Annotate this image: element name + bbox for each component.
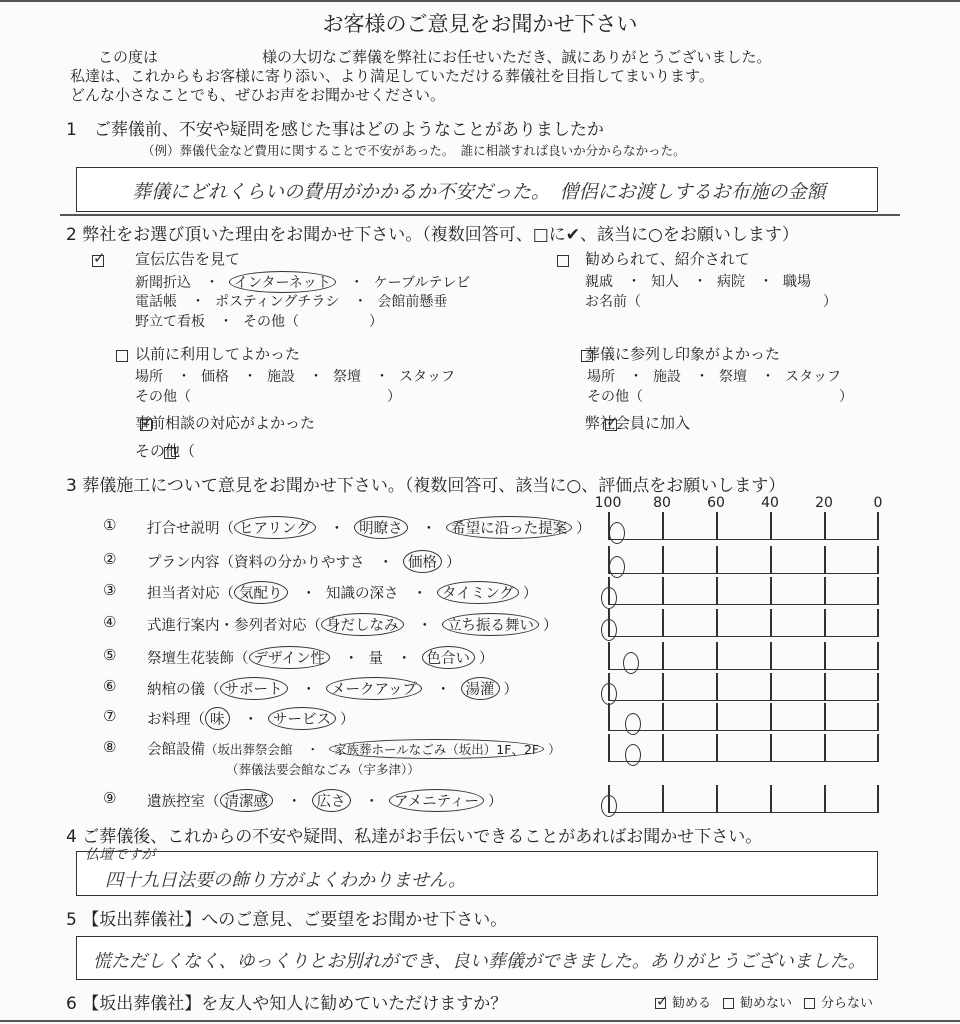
checkbox[interactable] (116, 350, 128, 362)
option[interactable]: 立ち振る舞い (442, 613, 539, 636)
rating-tick (877, 546, 879, 574)
rating-item (147, 581, 537, 604)
rating-tick (716, 703, 718, 731)
q2-option-label: 弊社会員に加入 (585, 414, 691, 432)
option[interactable]: ポスティングチラシ (215, 294, 340, 310)
rating-tick (824, 642, 826, 670)
item-options: （ デザイン性 ・ 量 ・ 色合い ） (234, 651, 494, 667)
rating-mark (625, 713, 641, 735)
checkbox[interactable] (557, 255, 569, 267)
rating-tick (877, 512, 879, 540)
separator-dot: ・ (759, 274, 773, 290)
option[interactable]: 坂出葬祭会館 (217, 742, 293, 757)
scale-label: 80 (653, 495, 671, 511)
rating-tick (662, 734, 664, 762)
rating-tick (716, 609, 718, 637)
item-label: 会館設備 (147, 742, 205, 758)
option[interactable]: 知人 (651, 274, 679, 290)
scale-label: 0 (873, 495, 883, 511)
item-number: ⑦ (103, 707, 117, 725)
rating-tick (662, 546, 664, 574)
item-options: （ 清潔感 ・ 広さ ・ アメニティー ） (205, 794, 502, 810)
rating-mark (623, 652, 639, 674)
rating-mark (601, 587, 617, 609)
rating-bar[interactable] (608, 703, 878, 731)
rating-bar[interactable] (608, 609, 878, 637)
q1-answer-box[interactable] (76, 167, 878, 212)
option[interactable]: 広さ (312, 789, 351, 812)
option[interactable]: タイミング (437, 581, 519, 604)
separator-dot: ・ (329, 521, 345, 537)
rating-tick (662, 703, 664, 731)
option[interactable]: サポート (220, 677, 288, 700)
rating-tick (824, 546, 826, 574)
intro-line-2: 私達は、これからもお客様に寄り添い、より満足していただける葬儀社を目指してまいります。 (70, 67, 714, 85)
separator-dot: ・ (309, 369, 323, 385)
q2-sub-options (135, 366, 459, 386)
q2-sub-options (585, 291, 841, 311)
q5-label: 5 【坂出葬儀社】へのご意見、ご要望をお聞かせ下さい。 (66, 910, 508, 930)
option[interactable]: 病院 (717, 274, 745, 290)
rating-bar[interactable] (608, 512, 878, 540)
rating-mark (601, 683, 617, 705)
rating-mark (625, 744, 641, 766)
q2-sub-options (135, 291, 451, 311)
separator-dot: ・ (219, 314, 233, 330)
q2-option-label: 葬儀に参列し印象がよかった (585, 345, 781, 363)
rating-tick (770, 734, 772, 762)
rating-item (147, 613, 558, 636)
option[interactable]: 場所 (587, 369, 615, 385)
option[interactable]: 量 (368, 651, 383, 667)
rating-tick (824, 703, 826, 731)
rating-tick (877, 609, 879, 637)
rating-bar[interactable] (608, 673, 878, 701)
rating-tick (716, 642, 718, 670)
separator-dot: ・ (287, 794, 302, 810)
rating-tick (824, 673, 826, 701)
item-options: （ サポート ・ メークアップ ・ 湯灌 ） (205, 682, 518, 698)
separator-dot: ・ (349, 275, 364, 291)
rating-bar[interactable] (608, 577, 878, 605)
rating-tick (662, 512, 664, 540)
recommend-option-label: 勧めない (740, 996, 793, 1011)
scan-border-bottom (0, 1020, 960, 1022)
separator-dot: ・ (243, 712, 258, 728)
rating-tick (877, 673, 879, 701)
q2-sub-options (135, 311, 387, 331)
option[interactable]: 味 (205, 707, 230, 730)
intro-line-1a: この度は (98, 48, 159, 66)
option[interactable]: 色合い (422, 646, 476, 669)
rating-tick (608, 642, 610, 670)
item-label: お料理 (147, 712, 191, 728)
divider (60, 214, 900, 216)
option[interactable]: 価格 (201, 369, 229, 385)
checkbox[interactable] (92, 255, 104, 267)
option[interactable]: 場所 (135, 369, 163, 385)
rating-bar[interactable] (608, 642, 878, 670)
option[interactable]: 価格 (403, 550, 442, 573)
rating-tick (608, 703, 610, 731)
option[interactable]: ケーブルテレビ (373, 275, 471, 291)
option[interactable]: 祭壇 (719, 369, 747, 385)
separator-dot: ・ (243, 369, 257, 385)
item-label: 式進行案内・参列者対応 (147, 618, 307, 634)
item-options: （資料の分かりやすさ ・ 価格 ） (220, 555, 461, 571)
rating-tick (770, 577, 772, 605)
q6-options (655, 992, 885, 1011)
item-options: （ 気配り ・ 知識の深さ ・ タイミング ） (220, 586, 538, 602)
option[interactable]: スタッフ (399, 369, 455, 385)
separator-dot: ・ (205, 275, 219, 291)
option[interactable]: 電話帳 (135, 294, 177, 310)
intro-line-3: どんな小さなことでも、ぜひお声をお聞かせください。 (70, 86, 446, 104)
item-number: ② (103, 550, 117, 568)
item-label: プラン内容 (147, 555, 220, 571)
q4-answer-line-2: 四十九日法要の飾り方がよくわかりません。 (105, 870, 467, 891)
rating-item (147, 550, 461, 573)
separator-dot: ・ (191, 294, 205, 310)
separator-dot: ・ (629, 369, 643, 385)
option[interactable]: 親戚 (585, 274, 613, 290)
rating-tick (662, 642, 664, 670)
q2-option-label: 事前相談の対応がよかった (135, 414, 316, 432)
separator-dot: ・ (417, 618, 432, 634)
recommend-checkbox[interactable] (723, 998, 734, 1009)
q2-sub-options (135, 386, 405, 406)
q2-option-label: 宣伝広告を見て (135, 250, 241, 268)
rating-tick (824, 734, 826, 762)
option[interactable]: スタッフ (785, 369, 841, 385)
q2-option-label: その他（ (135, 442, 196, 460)
item-label: 遺族控室 (147, 794, 205, 810)
rating-tick (716, 673, 718, 701)
option[interactable]: 希望に沿った提案 (446, 516, 572, 539)
item-number: ⑨ (103, 789, 117, 807)
rating-tick (716, 546, 718, 574)
rating-tick (770, 512, 772, 540)
rating-tick (824, 609, 826, 637)
q4-label: 4 ご葬儀後、これからの不安や疑問、私達がお手伝いできることがあればお聞かせ下さい。 (66, 827, 763, 847)
intro-line-1b: 様の大切なご葬儀を弊社にお任せいただき、誠にありがとうございました。 (262, 48, 772, 66)
rating-tick (770, 546, 772, 574)
separator-dot: ・ (397, 651, 412, 667)
item-options: （ ヒアリング ・ 明瞭さ ・ 希望に沿った提案 ） (220, 521, 591, 537)
q1-answer: 葬儀にどれくらいの費用がかかるか不安だった。 僧侶にお渡しするお布施の金額 (132, 181, 826, 203)
rating-tick (770, 703, 772, 731)
separator-dot: ・ (421, 521, 437, 537)
option[interactable]: インターネット (229, 271, 336, 293)
item-label: 祭壇生花装飾 (147, 651, 234, 667)
rating-tick (877, 577, 879, 605)
rating-tick (716, 734, 718, 762)
item-number: ④ (103, 613, 117, 631)
rating-item (147, 677, 518, 700)
rating-item (147, 707, 355, 730)
option[interactable]: 家族葬ホールなごみ（坂出）1F、2F (329, 739, 544, 759)
separator-dot: ・ (301, 586, 316, 602)
rating-bar[interactable] (608, 546, 878, 574)
option[interactable]: その他（ ） (243, 314, 383, 330)
scale-label: 20 (815, 495, 833, 511)
separator-dot: ・ (412, 586, 427, 602)
scan-border-top (0, 0, 960, 2)
option[interactable]: 施設 (267, 369, 295, 385)
separator-dot: ・ (177, 369, 191, 385)
rating-tick (877, 785, 879, 813)
rating-tick (716, 785, 718, 813)
q2-sub-options (587, 366, 845, 386)
item-options: （坂出葬祭会館 ・ 家族葬ホールなごみ（坂出）1F、2F ） (205, 742, 561, 757)
rating-mark (601, 795, 617, 817)
option[interactable]: デザイン性 (249, 646, 331, 669)
option[interactable]: 会館前懸垂 (377, 294, 448, 310)
item-label: 打合せ説明 (147, 521, 220, 537)
option[interactable]: その他（ ） (587, 389, 853, 405)
rating-tick (770, 609, 772, 637)
item-options: （ 身だしなみ ・ 立ち振る舞い ） (307, 618, 558, 634)
item-number: ③ (103, 581, 117, 599)
option[interactable]: ヒアリング (234, 516, 316, 539)
q2-sub-options (135, 271, 474, 293)
q2-sub-options (587, 386, 857, 406)
rating-item (147, 738, 561, 759)
option[interactable]: 資料の分かりやすさ (234, 555, 365, 571)
q5-answer-box[interactable] (76, 936, 878, 980)
option[interactable]: お名前（ ） (585, 294, 837, 310)
q4-answer-line-1: 仏壇ですが (85, 847, 155, 863)
item-number: ⑤ (103, 646, 117, 664)
q2-sub-options (585, 271, 815, 291)
q2-label: 2 弊社をお選び頂いた理由をお聞かせ下さい。（複数回答可、□に✔、該当に○をお願いします） (66, 225, 799, 245)
rating-tick (716, 512, 718, 540)
rating-tick (662, 609, 664, 637)
recommend-option-label: 分らない (821, 996, 874, 1011)
q2-option-label: 勧められて、紹介されて (585, 250, 750, 268)
rating-tick (824, 577, 826, 605)
option[interactable]: 野立て看板 (135, 314, 205, 330)
separator-dot: ・ (761, 369, 775, 385)
rating-tick (608, 734, 610, 762)
q3-label: 3 葬儀施工について意見をお聞かせ下さい。（複数回答可、該当に○、評価点をお願いします） (66, 476, 786, 496)
recommend-option-label: 勧める (672, 996, 712, 1011)
rating-tick (770, 785, 772, 813)
separator-dot: ・ (375, 369, 389, 385)
rating-mark (609, 556, 625, 578)
item-number: ① (103, 516, 117, 534)
rating-bar[interactable] (608, 734, 878, 762)
option[interactable]: 職場 (783, 274, 811, 290)
item-options: （ 味 ・ サービス ） (191, 712, 355, 728)
rating-tick (662, 577, 664, 605)
option[interactable]: 身だしなみ (321, 613, 404, 636)
rating-tick (877, 642, 879, 670)
separator-dot: ・ (364, 794, 379, 810)
option[interactable]: 施設 (653, 369, 681, 385)
item-label: 担当者対応 (147, 586, 220, 602)
page-title: お客様のご意見をお聞かせ下さい (322, 12, 638, 36)
separator-dot: ・ (693, 274, 707, 290)
scale-label: 40 (761, 495, 779, 511)
rating-tick (662, 785, 664, 813)
rating-item (147, 789, 502, 812)
q2-option-label: 以前に利用してよかった (135, 345, 301, 363)
item-number: ⑧ (103, 738, 117, 756)
rating-tick (824, 512, 826, 540)
separator-dot: ・ (627, 274, 641, 290)
separator-dot: ・ (436, 682, 451, 698)
item-number: ⑥ (103, 677, 117, 695)
separator-dot: ・ (378, 555, 393, 571)
rating-item (147, 516, 591, 539)
scale-label: 60 (707, 495, 725, 511)
separator-dot: ・ (344, 651, 359, 667)
separator-dot: ・ (353, 294, 368, 310)
option[interactable]: メークアップ (326, 677, 422, 700)
rating-mark (609, 522, 625, 544)
rating-tick (716, 577, 718, 605)
option[interactable]: 気配り (234, 581, 288, 604)
rating-tick (877, 734, 879, 762)
option[interactable]: アメニティー (389, 789, 484, 812)
q1-label: 1 ご葬儀前、不安や疑問を感じた事はどのようなことがありましたか (66, 120, 604, 140)
rating-tick (770, 673, 772, 701)
q6-label: 6 【坂出葬儀社】を友人や知人に勧めていただけますか？ (66, 994, 508, 1014)
rating-mark (601, 619, 617, 641)
rating-bar[interactable] (608, 785, 878, 813)
option[interactable]: サービス (268, 707, 336, 730)
recommend-checkbox[interactable] (804, 998, 815, 1009)
separator-dot: ・ (306, 742, 320, 757)
rating-tick (824, 785, 826, 813)
option[interactable]: その他（ ） (135, 389, 401, 405)
option[interactable]: 祭壇 (333, 369, 361, 385)
option[interactable]: 湯灌 (461, 677, 500, 700)
option[interactable]: 明瞭さ (354, 516, 408, 539)
item-sub-options: （葬儀法要会館なごみ（宇多津）） (226, 762, 420, 777)
separator-dot: ・ (695, 369, 709, 385)
item-label: 納棺の儀 (147, 682, 205, 698)
option[interactable]: 新聞折込 (135, 275, 191, 291)
q5-answer: 慌ただしくなく、ゆっくりとお別れができ、良い葬儀ができました。ありがとうございました。 (93, 951, 866, 972)
recommend-checkbox[interactable] (655, 998, 666, 1009)
q1-example: （例）葬儀代金など費用に関することで不安があった。 誰に相談すれば良いか分からなかった。 (142, 143, 686, 158)
scale-label: 100 (594, 495, 622, 511)
separator-dot: ・ (301, 682, 316, 698)
rating-tick (770, 642, 772, 670)
rating-tick (877, 703, 879, 731)
rating-item (147, 646, 494, 669)
option[interactable]: 知識の深さ (326, 586, 399, 602)
option[interactable]: 清潔感 (220, 789, 274, 812)
rating-tick (662, 673, 664, 701)
q4-answer-box[interactable] (76, 847, 878, 896)
